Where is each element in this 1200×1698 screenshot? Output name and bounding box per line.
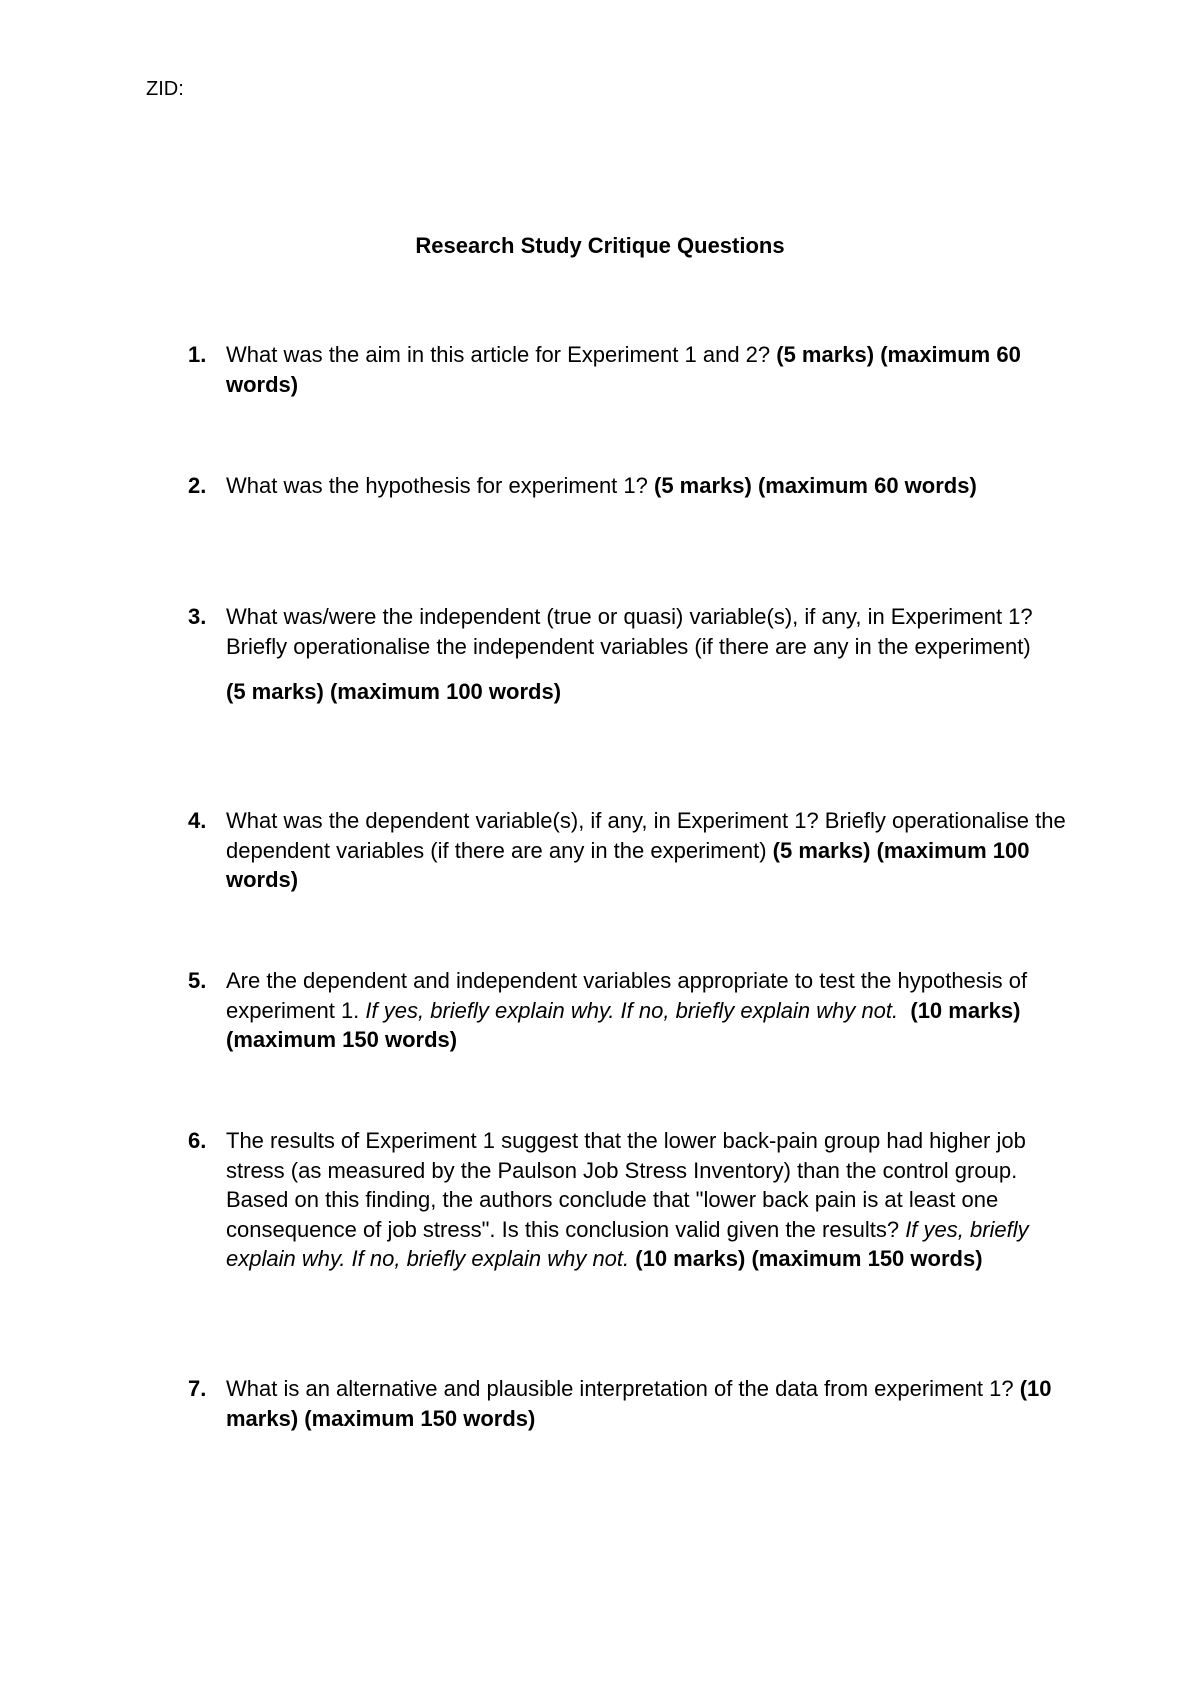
question-prompt: Are the dependent and independent variables appropriate to test the hypothesis of experiment 1. [226, 968, 1028, 1023]
question-text [226, 966, 1068, 1055]
question-prompt: What was/were the independent (true or quasi) variable(s), if any, in Experiment 1? Briefly operationalise the independent variables (if there are any in the experiment) [226, 604, 1033, 659]
question-number: 7. [188, 1376, 207, 1401]
page-title: Research Study Critique Questions [415, 233, 785, 258]
question-instruction: If yes, briefly explain why. If no, briefly explain why not. [365, 997, 899, 1023]
question-prompt: What is an alternative and plausible interpretation of the data from experiment 1? [226, 1376, 1020, 1401]
question-text [226, 340, 1068, 399]
question-text [226, 806, 1068, 895]
question-prompt: What was the aim in this article for Experiment 1 and 2? [226, 342, 777, 367]
question-6 [188, 1126, 1068, 1274]
question-text [226, 602, 1068, 661]
question-5 [188, 966, 1068, 1055]
question-2 [188, 471, 1068, 501]
question-prompt: What was the dependent variable(s), if any, in Experiment 1? Briefly operationalise the dependent variables (if there are any in the experiment) [226, 808, 1066, 863]
question-3 [188, 602, 1068, 707]
question-number: 4. [188, 808, 207, 833]
question-text [226, 471, 1068, 501]
question-marks: (5 marks) (maximum 100 words) [226, 679, 562, 704]
question-number: 5. [188, 968, 207, 993]
question-instruction: If yes, briefly explain why. If no, briefly explain why not. [226, 1216, 1029, 1271]
question-marks: (10 marks) (maximum 150 words) [635, 1246, 983, 1271]
question-marks: (5 marks) (maximum 100 words) [226, 837, 1030, 892]
question-prompt: What was the hypothesis for experiment 1? [226, 473, 654, 498]
zid-label: ZID: [146, 78, 184, 100]
question-text [226, 1126, 1068, 1274]
question-number: 2. [188, 473, 207, 498]
question-4 [188, 806, 1068, 895]
question-7 [188, 1374, 1068, 1433]
question-number: 3. [188, 604, 207, 629]
question-text [226, 1374, 1068, 1433]
question-number: 1. [188, 342, 207, 367]
question-marks: (5 marks) (maximum 60 words) [654, 473, 977, 498]
question-prompt: The results of Experiment 1 suggest that the lower back-pain group had higher job stress (as measured by the Paulson Job Stress Inventory) than the control group. Based on this finding, the authors conclude that "lower back pain is at least one consequence of job stress". Is this conclusion valid given the results? [226, 1128, 1026, 1242]
question-1 [188, 340, 1068, 399]
question-marks: (10 marks) (maximum 150 words) [226, 1376, 1052, 1431]
question-marks: (10 marks) (maximum 150 words) [226, 997, 1021, 1052]
question-number: 6. [188, 1128, 207, 1153]
question-marks: (5 marks) (maximum 60 words) [226, 342, 1021, 397]
